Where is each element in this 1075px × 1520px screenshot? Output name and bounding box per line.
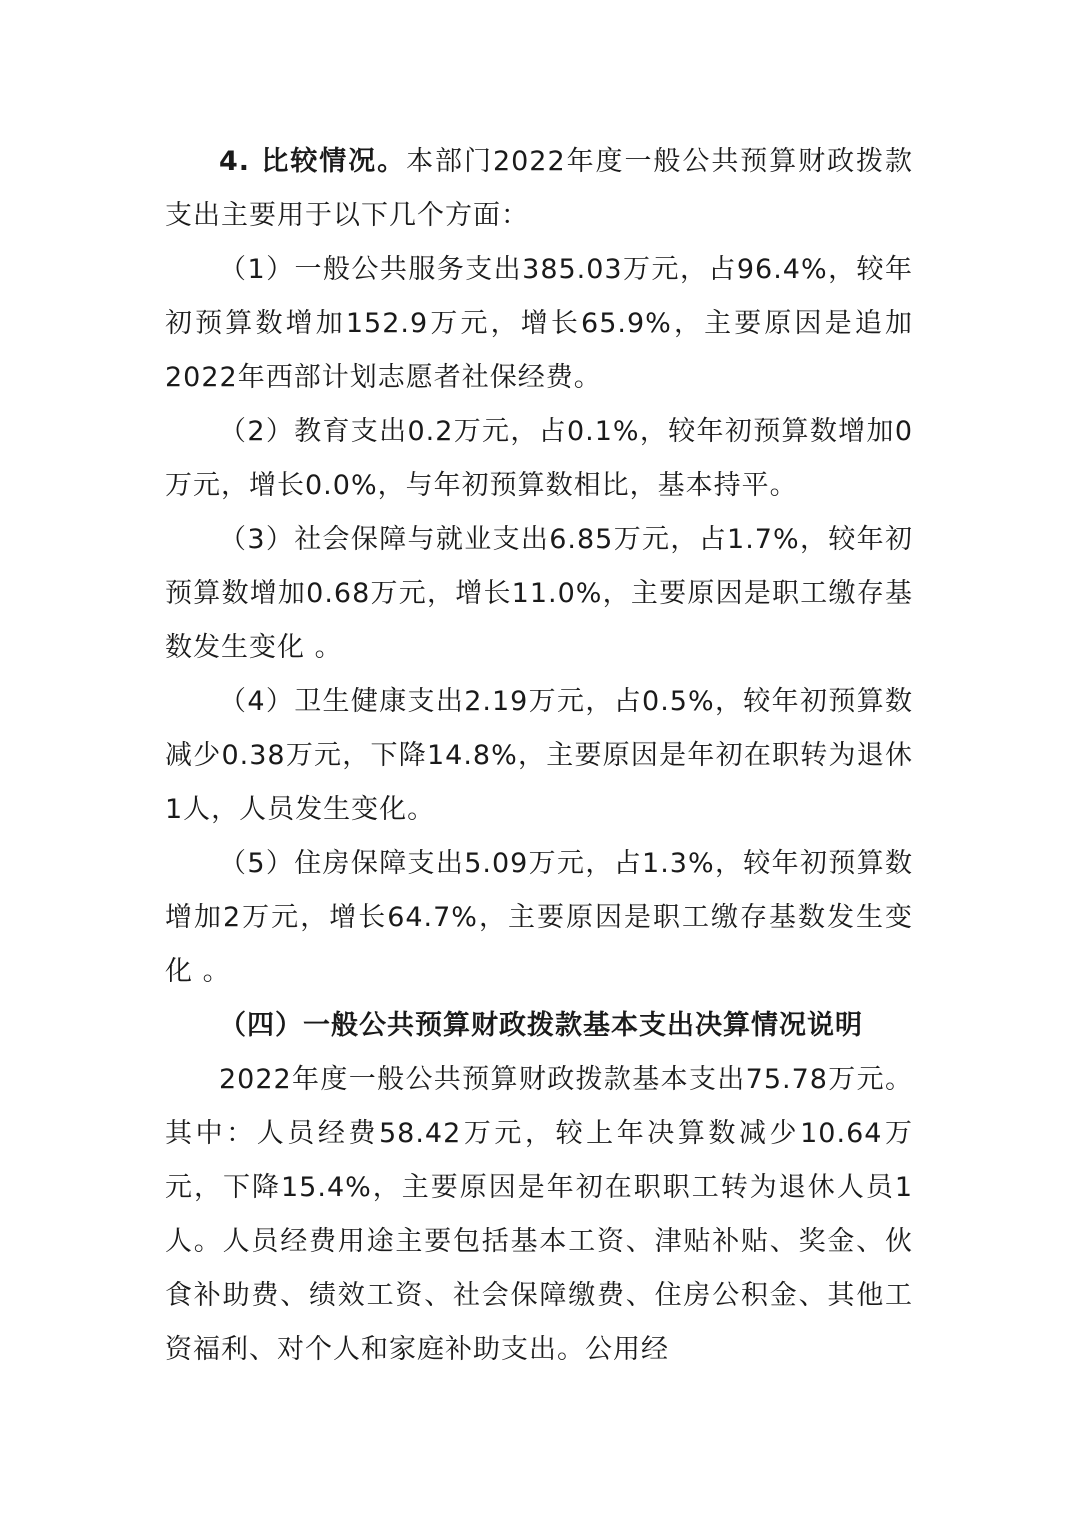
basic-expenditure-paragraph: 2022年度一般公共预算财政拨款基本支出75.78万元。其中：人员经费58.42万元，较上年决算数减少10.64万元，下降15.4%，主要原因是年初在职职工转为退休人员1人。人员经费用途主要包括基本工资、津贴补贴、奖金、伙食补助费、绩效工资、社会保障缴费、住房公积金、其他工资福利、对个人和家庭补助支出。公用经 (165, 1064, 913, 1365)
comparison-lead: 4. 比较情况。 (219, 146, 407, 177)
item-general-public-services: （1）一般公共服务支出385.03万元，占96.4%，较年初预算数增加152.9万元，增长65.9%，主要原因是追加2022年西部计划志愿者社保经费。 (165, 254, 913, 393)
item-education: （2）教育支出0.2万元，占0.1%，较年初预算数增加0万元，增长0.0%，与年初预算数相比，基本持平。 (165, 416, 913, 501)
comparison-intro: 本部门2022年度一般公共预算财政拨款支出主要用于以下几个方面： (165, 146, 913, 231)
item-social-security: （3）社会保障与就业支出6.85万元，占1.7%，较年初预算数增加0.68万元，增长11.0%，主要原因是职工缴存基数发生变化 。 (165, 524, 913, 663)
section-heading: （四）一般公共预算财政拨款基本支出决算情况说明 (219, 1010, 863, 1041)
comparison-paragraph (165, 135, 913, 243)
document-page (165, 135, 913, 1377)
item-housing: （5）住房保障支出5.09万元，占1.3%，较年初预算数增加2万元，增长64.7%，主要原因是职工缴存基数发生变化 。 (165, 848, 913, 987)
item-health: （4）卫生健康支出2.19万元，占0.5%，较年初预算数减少0.38万元，下降14.8%，主要原因是年初在职转为退休1人，人员发生变化。 (165, 686, 913, 825)
